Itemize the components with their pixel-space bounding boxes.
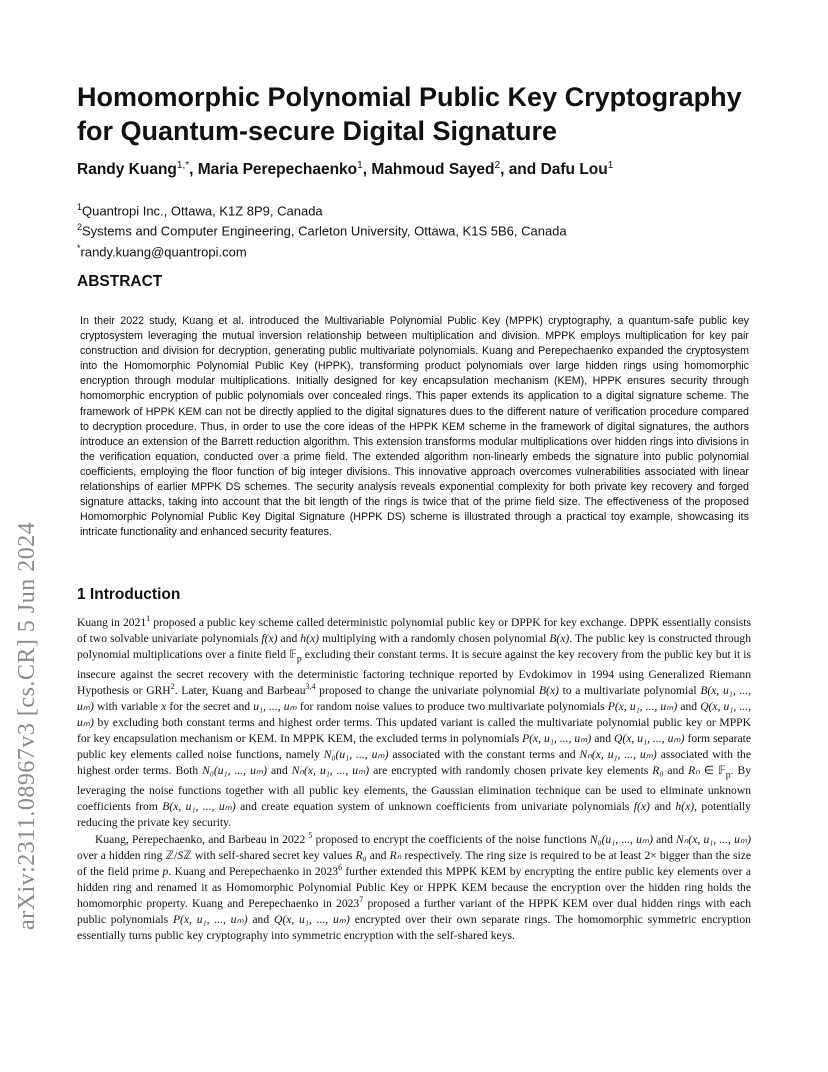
- affiliation-line: [77, 240, 777, 260]
- text-run: and: [266, 763, 292, 777]
- affiliation-text: randy.kuang@quantropi.com: [80, 243, 247, 259]
- text-run: Kuang in 2021: [77, 616, 147, 629]
- abstract-body: In their 2022 study, Kuang et al. introduced the Multivariable Polynomial Public Key (MPPK) cryptography, a quantum-safe public key cryptosystem leveraging the mutual inversion relationship between multiplication and division. MPPK employs multiplication for key pair construction and division for decryption, generating public multivariate polynomials. Kuang and Perepechaenko expanded the cryptosystem into the Homomorphic Polynomial Public Key (HPPK), transforming product polynomials over large hidden rings using homomorphic encryption through modular multiplications. Initially designed for key encapsulation mechanism (KEM), HPPK ensures security through homomorphic encryption of public polynomials over concealed rings. This paper extends its application to a digital signature scheme. The framework of HPPK KEM can not be directly applied to the digital signatures dues to the different nature of verification procedure compared to decryption procedure. Thus, in order to use the core ideas of the HPPK KEM scheme in the framework of digital signatures, the authors introduce an extension of the Barrett reduction algorithm. This extension transforms modular multiplications over hidden rings into divisions in the verification equation, conducted over a prime field. The extended algorithm non-linearly embeds the signature into public polynomial coefficients, employing the floor function of big integer divisions. This innovative approach overcomes vulnerabilities associated with linear relationships of earlier MPPK DS schemes. The security analysis reveals exponential complexity for both private key recovery and forged signature attacks, taking into account that the bit length of the rings is twice that of the prime field size. The effectiveness of the proposed Homomorphic Polynomial Public Key Digital Signature (HPPK DS) scheme is illustrated through a practical toy example, showcasing its intricate functionality and enhanced security features.: [80, 315, 749, 539]
- math-expression: Nₙ(x, u₁, ..., uₘ): [291, 763, 370, 777]
- arxiv-identifier: arXiv:2311.08967v3 [cs.CR] 5 Jun 2024: [14, 521, 40, 930]
- text-run: encrypted over their own separate rings. The homomorphic symmetric encryption essentially turns public key cryptography into symmetric encryption with the self-shared keys.: [77, 912, 751, 942]
- math-expression: N₀(u₁, ..., uₘ): [589, 833, 653, 847]
- math-expression: P(x, u₁, ..., uₘ): [522, 731, 592, 745]
- author-list: [77, 160, 777, 179]
- math-expression: f(x): [633, 800, 650, 814]
- math-expression: h(x): [300, 631, 319, 645]
- text-run: for random noise values to produce two multivariate polynomials: [296, 700, 608, 714]
- text-run: proposed to encrypt the coefficients of the noise functions: [312, 833, 590, 847]
- text-run: and: [652, 833, 677, 847]
- text-run: Kuang, Perepechaenko, and Barbeau in 2022: [95, 833, 309, 847]
- author-name: Maria Perepechaenko: [197, 161, 358, 179]
- text-run: and: [366, 848, 390, 862]
- text-run: to a multivariate polynomial: [558, 684, 701, 698]
- math-subscript: p: [725, 769, 731, 781]
- paper-title: Homomorphic Polynomial Public Key Cryptography for Quantum-secure Digital Signature: [77, 82, 742, 146]
- math-expression: R₀: [355, 848, 367, 862]
- author-name: Randy Kuang: [77, 161, 177, 179]
- author-affiliation-mark: 1: [357, 160, 363, 171]
- affiliation-text: Systems and Computer Engineering, Carleton University, Ottawa, K1S 5B6, Canada: [82, 223, 567, 239]
- text-run: and: [649, 800, 676, 814]
- citation-mark: 1: [146, 614, 151, 624]
- math-expression: N₀(u₁, ..., uₘ): [202, 763, 267, 777]
- math-expression: B(x, u₁, ..., uₘ): [162, 800, 236, 814]
- author-name: Mahmoud Sayed: [371, 161, 495, 179]
- math-expression: Rₙ: [688, 763, 700, 777]
- citation-mark: 5: [308, 831, 313, 841]
- affiliation-line: [77, 219, 777, 239]
- text-run: further extended this MPPK KEM by encrypting the entire public key elements over a hidden ring and renamed it as Homomorphic Polynomial Public Key or HPPK KEM because the encryption over the hidden ring holds the homomorphic property. Kuang and Perepechaenko in 2023: [77, 864, 751, 910]
- text-run: and create equation system of unknown coefficients from univariate polynomials: [235, 800, 634, 814]
- affiliation-mark: 2: [77, 222, 83, 233]
- text-run: for the secret and: [166, 700, 254, 714]
- affiliation-mark: 1: [77, 202, 83, 212]
- text-run: proposed a public key scheme called deterministic polynomial public key or DPPK for key exchange. DPPK essentially consists of two solvable univariate polynomials: [77, 616, 751, 645]
- text-run: respectively. The ring size is required to be at least 2× bigger than the size of the field prime: [77, 848, 752, 878]
- math-expression: Nₙ(x, u₁, ..., uₘ): [676, 833, 751, 847]
- math-expression: Rₙ: [389, 848, 402, 862]
- text-run: and: [677, 700, 701, 714]
- text-run: and: [277, 631, 301, 645]
- author-name: Dafu Lou: [540, 161, 608, 179]
- text-run: , potentially reducing the private key security.: [77, 800, 751, 830]
- text-run: by excluding both constant terms and highest order terms. This updated variant is called the multivariate polynomial public key or MPPK for key encapsulation mechanism or KEM. In MPPK KEM, the excluded terms in polynomials: [77, 716, 751, 745]
- text-run: ∈ 𝔽: [699, 763, 726, 777]
- text-run: . By leveraging the noise functions together with all public key elements, the Gaussian elimination technique can be used to eliminate unknown coefficients from: [77, 763, 752, 814]
- citation-mark: 6: [338, 863, 343, 873]
- math-expression: N₀(u₁, ..., uₘ): [323, 747, 389, 761]
- math-expression: Q(x, u₁, ..., uₘ): [77, 700, 751, 730]
- math-expression: R₀: [652, 763, 664, 777]
- author-affiliation-mark: 1: [607, 160, 614, 171]
- math-expression: P(x, u₁, ..., uₘ): [607, 700, 678, 714]
- affiliation-text: Quantropi Inc., Ottawa, K1Z 8P9, Canada: [82, 203, 323, 219]
- text-run: multiplying with a randomly chosen polynomial: [318, 631, 550, 645]
- text-run: and: [591, 731, 614, 745]
- math-expression: B(x, u₁, ..., uₘ): [77, 684, 752, 714]
- intro-paragraph: [77, 832, 751, 944]
- text-run: form separate public key elements called noise functions, namely: [77, 731, 751, 761]
- text-run: . The public key is constructed through polynomial multiplications over a finite field 𝔽: [77, 631, 752, 661]
- affiliation-list: [77, 199, 777, 260]
- text-run: excluding their constant terms. It is secure against the key recovery from the public key but it is insecure against the secret recovery with the deterministic factoring technique reported by Evdokimov in 1994 using Generalized Riemann Hypothesis or GRH: [77, 647, 751, 698]
- math-expression: B(x): [538, 684, 559, 698]
- text-run: . Kuang and Perepechaenko in 2023: [168, 864, 339, 878]
- author-separator: ,: [362, 161, 372, 179]
- text-run: and: [247, 912, 274, 926]
- math-expression: u₁, ..., uₘ: [253, 700, 297, 714]
- math-expression: Q(x, u₁, ..., uₘ): [614, 731, 685, 745]
- section-heading-introduction: 1 Introduction: [77, 586, 181, 603]
- text-run: are encrypted with randomly chosen private key elements: [369, 763, 653, 777]
- math-expression: h(x): [675, 800, 695, 814]
- text-run: associated with the constant terms and: [388, 747, 580, 761]
- abstract-heading: ABSTRACT: [77, 273, 163, 290]
- author-separator: , and: [500, 161, 541, 179]
- text-run: over a hidden ring ℤ/: [77, 848, 178, 862]
- math-expression: f(x): [261, 631, 278, 645]
- citation-mark: 7: [359, 894, 364, 904]
- math-expression: S: [177, 848, 184, 862]
- math-expression: x: [161, 700, 167, 714]
- author-separator: ,: [189, 161, 198, 179]
- author-affiliation-mark: 2: [494, 160, 501, 171]
- citation-mark: 3,4: [305, 682, 316, 692]
- affiliation-mark: *: [77, 242, 81, 253]
- intro-paragraph: [77, 615, 751, 831]
- math-expression: Q(x, u₁, ..., uₘ): [273, 912, 350, 926]
- text-run: . Later, Kuang and Barbeau: [174, 684, 306, 698]
- text-run: proposed to change the univariate polynomial: [315, 684, 539, 698]
- author-affiliation-mark: 1,*: [176, 160, 190, 171]
- math-subscript: p: [296, 653, 302, 665]
- text-run: ℤ with self-shared secret key values: [183, 848, 356, 862]
- introduction-body: [77, 615, 751, 944]
- math-expression: P(x, u₁, ..., uₘ): [172, 912, 248, 926]
- text-run: associated with the highest order terms. Both: [77, 747, 751, 777]
- text-run: with variable: [93, 700, 162, 714]
- math-expression: Nₙ(x, u₁, ..., uₘ): [579, 747, 657, 761]
- text-run: proposed a further variant of the HPPK KEM over dual hidden rings with each public polynomials: [77, 896, 751, 926]
- math-expression: p: [162, 864, 169, 878]
- math-expression: B(x): [549, 631, 570, 645]
- affiliation-line: [77, 199, 777, 219]
- text-run: and: [663, 763, 689, 777]
- citation-mark: 2: [170, 682, 175, 692]
